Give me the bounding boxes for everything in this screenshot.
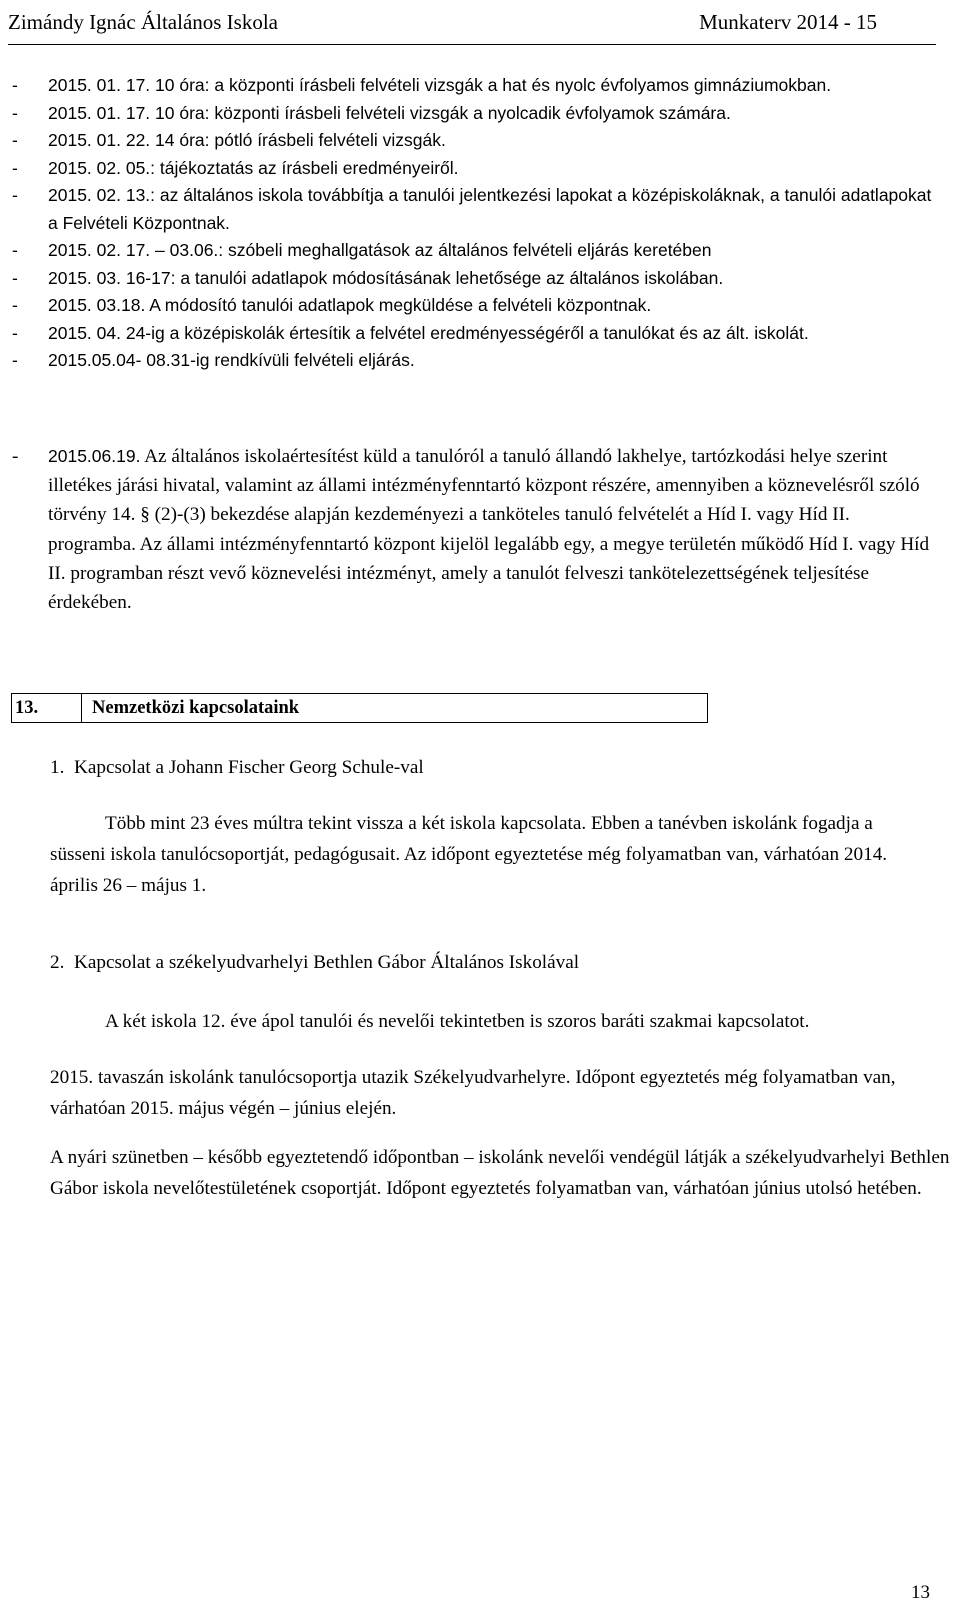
document-title: Munkaterv 2014 - 15 [699, 10, 877, 34]
sub2-text-3: A nyári szünetben – később egyeztetendő időpontban – iskolánk nevelői vendégül látják a székelyudvarhelyi Bethlen Gábor iskola nevelőtestületének csoportját. Időpont egyeztetés folyamatban van, várhatóan június utolsó hetében. [50, 1147, 950, 1199]
list-item: - 2015. 03. 16-17: a tanulói adatlapok módosításának lehetősége az általános iskolában. [12, 267, 724, 288]
list-item: - 2015. 01. 22. 14 óra: pótló írásbeli felvételi vizsgák. [12, 130, 446, 150]
list-item: - 2015. 04. 24-ig a középiskolák értesítik a felvétel eredményességéről a tanulókat és az ált. iskolát. [12, 322, 809, 343]
sub1-text: Több mint 23 éves múltra tekint vissza a két iskola kapcsolata. Ebben a tanévben iskolánk fogadja a süsseni iskola tanulócsoportját, pedagógusait. Az időpont egyeztetése még folyamatban van, várhatóan 2014. április 26 – május 1. [50, 813, 888, 896]
list-item: - 2015. 03.18. A módosító tanulói adatlapok megküldése a felvételi központnak. [12, 295, 652, 315]
section-heading [11, 693, 708, 723]
list-item: - 2015. 01. 17. 10 óra: a központi írásbeli felvételi vizsgák a hat és nyolc évfolyamos gimnáziumokban. [12, 75, 832, 95]
section-number: 13. [12, 694, 82, 722]
list-item: - 2015. 01. 17. 10 óra: központi írásbeli felvételi vizsgák a nyolcadik évfolyamok számára. [12, 102, 731, 123]
list-item: - 2015. 02. 05.: tájékoztatás az írásbeli eredményeiről. [12, 157, 459, 178]
section-title: Nemzetközi kapcsolataink [92, 698, 300, 718]
page-number: 13 [911, 1582, 930, 1603]
sub1-heading: 1. Kapcsolat a Johann Fischer Georg Schule-val [50, 757, 424, 778]
date-list [8, 72, 938, 375]
list-item: - 2015. 02. 13.: az általános iskola továbbítja a tanulói jelentkezési lapokat a középiskoláknak, a tanulói adatlapokat a Felvételi Központnak. [12, 185, 932, 233]
page-header [8, 4, 936, 45]
sub2-text-2: 2015. tavaszán iskolánk tanulócsoportja utazik Székelyudvarhelyre. Időpont egyeztetés még folyamatban van, várhatóan 2015. május végén – június elején. [50, 1067, 896, 1119]
list-item-last: - 2015.06.19. Az általános iskolaértesítést küld a tanulóról a tanuló állandó lakhelye, tartózkodási helye szerint illetékes járási hivatal, valamint az állami intézményfenntartó központ részére, amennyiben a köznevelésről szóló törvény 14. § (2)-(3) bekezdése alapján kezdeményezi a tanköteles tanuló felvételét a Híd I. vagy Híd II. programba. Az állami intézményfenntartó központ kijelöl legalább egy, a megye területén működő Híd I. vagy Híd II. programban részt vevő köznevelési intézményt, amely a tanulót felveszi tankötelezettségének teljesítése érdekében. [12, 446, 930, 614]
list-item: - 2015.05.04- 08.31-ig rendkívüli felvételi eljárás. [12, 350, 415, 370]
sub2-heading: 2. Kapcsolat a székelyudvarhelyi Bethlen Gábor Általános Iskolával [50, 952, 580, 973]
school-name: Zimándy Ignác Általános Iskola [8, 10, 279, 34]
list-item: - 2015. 02. 17. – 03.06.: szóbeli meghallgatások az általános felvételi eljárás keretében [12, 240, 712, 260]
sub2-text-1: A két iskola 12. éve ápol tanulói és nevelői tekintetben is szoros baráti szakmai kapcsolatot. [105, 1011, 810, 1032]
